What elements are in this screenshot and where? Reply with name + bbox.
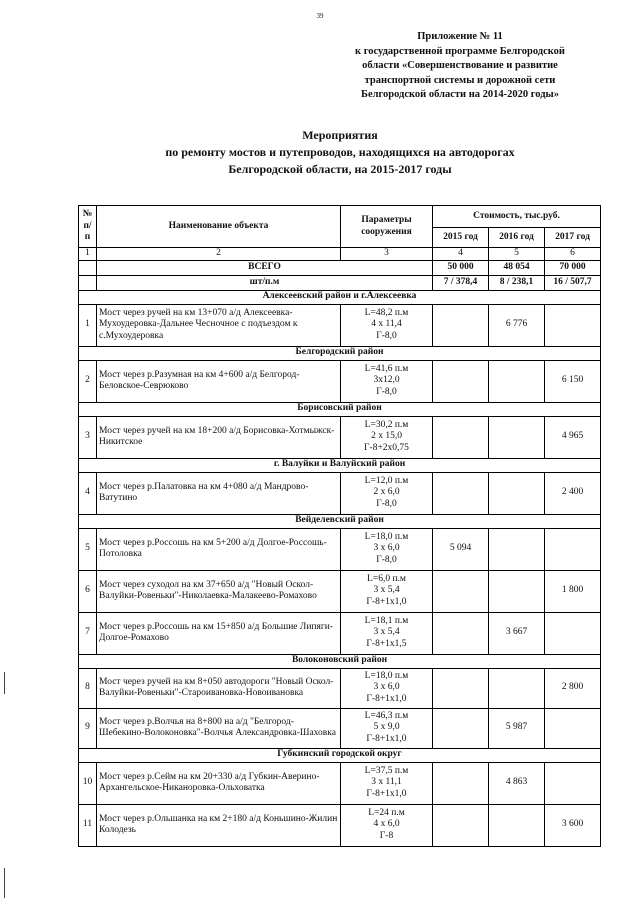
cost-2017: 6 150 [545,360,601,402]
title-line: Белгородской области, на 2015-2017 годы [228,162,452,176]
appendix-line: Белгородской области на 2014-2020 годы» [361,89,559,100]
param-line: 4 х 6,0 [373,819,400,830]
param-line: L=46,3 п.м [364,710,409,721]
table-row [79,570,601,612]
header-2017: 2017 год [545,228,601,248]
region-name: Белгородский район [79,346,601,360]
param-line: L=30,2 п.м [364,419,409,430]
param-line: 3 х 5,4 [373,585,400,596]
region-name: Борисовский район [79,402,601,416]
cost-2015: 5 094 [433,528,489,570]
region-row [79,346,601,360]
region-row [79,458,601,472]
cost-2016 [489,804,545,846]
param-line: L=12,0 п.м [364,475,409,486]
totals-row [79,260,601,275]
cost-2017: 4 965 [545,416,601,458]
cost-2017: 3 600 [545,804,601,846]
column-index: 1 [79,248,97,261]
object-name: Мост через р.Разумная на км 4+600 а/д Белгород-Беловское-Севрюково [97,360,341,402]
table-row [79,612,601,654]
cost-2016 [489,416,545,458]
total-2016: 48 054 [489,260,545,275]
page-number: 39 [316,12,324,20]
row-number: 5 [79,528,97,570]
region-name: Волоконовский район [79,654,601,668]
cost-2016: 4 863 [489,762,545,804]
table-row [79,304,601,346]
cost-2017 [545,528,601,570]
param-line: Г-8,0 [376,330,397,341]
column-index: 3 [341,248,433,261]
cost-2015 [433,472,489,514]
param-line: L=6,0 п.м [367,573,406,584]
total-2015: 50 000 [433,260,489,275]
table-row [79,360,601,402]
param-line: Г-8+1х1,5 [366,638,407,649]
cost-2016 [489,360,545,402]
cost-2017 [545,304,601,346]
row-number: 2 [79,360,97,402]
table-row [79,472,601,514]
structure-params [341,304,433,346]
structure-params [341,804,433,846]
document-title [100,127,580,178]
structure-params [341,472,433,514]
structure-params [341,612,433,654]
cost-2016 [489,668,545,708]
cost-2015 [433,416,489,458]
structure-params [341,708,433,748]
param-line: Г-8+1х1,0 [366,693,407,704]
cost-2015 [433,612,489,654]
cost-2015 [433,804,489,846]
appendix-line: транспортной системы и дорожной сети [364,74,556,86]
row-number: 1 [79,304,97,346]
cost-2017: 2 400 [545,472,601,514]
object-name: Мост через суходол на км 37+650 а/д "Новый Оскол-Валуйки-Ровеньки"-Николаевка-Малакеево-Ромахово [97,570,341,612]
units-label: шт/п.м [97,275,433,290]
units-2017: 16 / 507,7 [545,275,601,290]
table-row [79,668,601,708]
column-index: 5 [489,248,545,261]
region-row [79,290,601,304]
param-line: L=18,1 п.м [364,615,409,626]
cost-2016: 6 776 [489,304,545,346]
appendix-line: Приложение № 11 [417,31,503,42]
structure-params [341,668,433,708]
param-line: 5 х 9,0 [373,722,400,733]
total-2017: 70 000 [545,260,601,275]
cost-2016 [489,528,545,570]
param-line: L=48,2 п.м [364,307,409,318]
param-line: L=18,0 п.м [364,670,409,681]
row-number: 11 [79,804,97,846]
param-line: Г-8+1х1,0 [366,733,407,744]
object-name: Мост через р.Ольшанка на км 2+180 а/д Коньшино-Жилин Колодезь [97,804,341,846]
structure-params [341,360,433,402]
column-index: 2 [97,248,341,261]
param-line: L=18,0 п.м [364,531,409,542]
param-line: 3 х 6,0 [373,543,400,554]
units-row [79,275,601,290]
title-line: Мероприятия [302,128,378,142]
structure-params [341,762,433,804]
cost-2015 [433,668,489,708]
bridges-table [78,205,601,847]
row-number: 10 [79,762,97,804]
cost-2016 [489,472,545,514]
param-line: Г-8+1х1,0 [366,788,407,799]
row-number: 9 [79,708,97,748]
region-row [79,402,601,416]
region-name: Алексеевский район и г.Алексеевка [79,290,601,304]
structure-params [341,528,433,570]
object-name: Мост через ручей на км 13+070 а/д Алексеевка-Мухоудеровка-Дальнее Чесночное с подъездом к с.Мухоудеровка [97,304,341,346]
object-name: Мост через р.Россошь на км 15+850 а/д Большие Липяги-Долгое-Ромахово [97,612,341,654]
appendix-header [330,30,590,103]
cost-2015 [433,708,489,748]
region-name: Губкинский городской округ [79,748,601,762]
object-name: Мост через р.Россошь на км 5+200 а/д Долгое-Россошь-Потоловка [97,528,341,570]
row-number: 6 [79,570,97,612]
param-line: 3 х 5,4 [373,627,400,638]
cost-2016: 5 987 [489,708,545,748]
header-name: Наименование объекта [97,206,341,248]
title-line: по ремонту мостов и путепроводов, находящихся на автодорогах [165,145,515,159]
param-line: L=24 п.м [368,807,405,818]
table-row [79,804,601,846]
param-line: Г-8 [379,830,394,841]
region-row [79,654,601,668]
object-name: Мост через р.Сейм на км 20+330 а/д Губкин-Аверино-Архангельское-Никаноровка-Ольховатка [97,762,341,804]
cost-2017: 1 800 [545,570,601,612]
object-name: Мост через р.Волчья на 8+800 на а/д "Белгород-Шебекино-Волоконовка"-Волчья Александровка-Шаховка [97,708,341,748]
param-line: 2 х 6,0 [373,487,400,498]
cost-2015 [433,304,489,346]
object-name: Мост через ручей на км 8+050 автодороги "Новый Оскол-Валуйки-Ровеньки"-Староивановка-Новоивановка [97,668,341,708]
row-number: 7 [79,612,97,654]
region-row [79,748,601,762]
row-number: 8 [79,668,97,708]
cost-2016 [489,570,545,612]
column-index: 6 [545,248,601,261]
param-line: 3 х 11,1 [371,777,402,788]
param-line: L=41,6 п.м [364,363,409,374]
param-line: 2 х 15,0 [371,431,402,442]
header-2016: 2016 год [489,228,545,248]
region-row [79,514,601,528]
cost-2015 [433,570,489,612]
totals-label: ВСЕГО [97,260,433,275]
param-line: L=37,5 п.м [364,765,409,776]
cost-2017: 2 800 [545,668,601,708]
param-line: 3 х 6,0 [373,682,400,693]
cost-2017 [545,762,601,804]
structure-params [341,570,433,612]
appendix-line: области «Совершенствование и развитие [362,60,558,71]
param-line: Г-8,0 [376,498,397,509]
margin-mark [4,868,5,898]
param-line: 4 х 11,4 [371,319,402,330]
region-name: г. Валуйки и Валуйский район [79,458,601,472]
row-number: 3 [79,416,97,458]
appendix-line: к государственной программе Белгородской [355,45,565,57]
header-num: № п/п [79,206,97,248]
cost-2017 [545,708,601,748]
table-row [79,416,601,458]
param-line: Г-8,0 [376,386,397,397]
param-line: Г-8+2х0,75 [364,442,409,453]
table-row [79,708,601,748]
units-2016: 8 / 238,1 [489,275,545,290]
object-name: Мост через ручей на км 18+200 а/д Борисовка-Хотмыжск-Никитское [97,416,341,458]
margin-mark [4,672,5,694]
param-line: 3х12,0 [373,375,400,386]
structure-params [341,416,433,458]
region-name: Вейделевский район [79,514,601,528]
object-name: Мост через р.Палатовка на км 4+080 а/д Мандрово-Ватутино [97,472,341,514]
column-index: 4 [433,248,489,261]
units-2015: 7 / 378,4 [433,275,489,290]
table-row [79,762,601,804]
param-line: Г-8,0 [376,554,397,565]
cost-2017 [545,612,601,654]
cost-2015 [433,360,489,402]
header-2015: 2015 год [433,228,489,248]
header-params: Параметры сооружения [341,206,433,248]
header-cost: Стоимость, тыс.руб. [433,206,601,228]
row-number: 4 [79,472,97,514]
param-line: Г-8+1х1,0 [366,596,407,607]
table-row [79,528,601,570]
cost-2016: 3 667 [489,612,545,654]
cost-2015 [433,762,489,804]
